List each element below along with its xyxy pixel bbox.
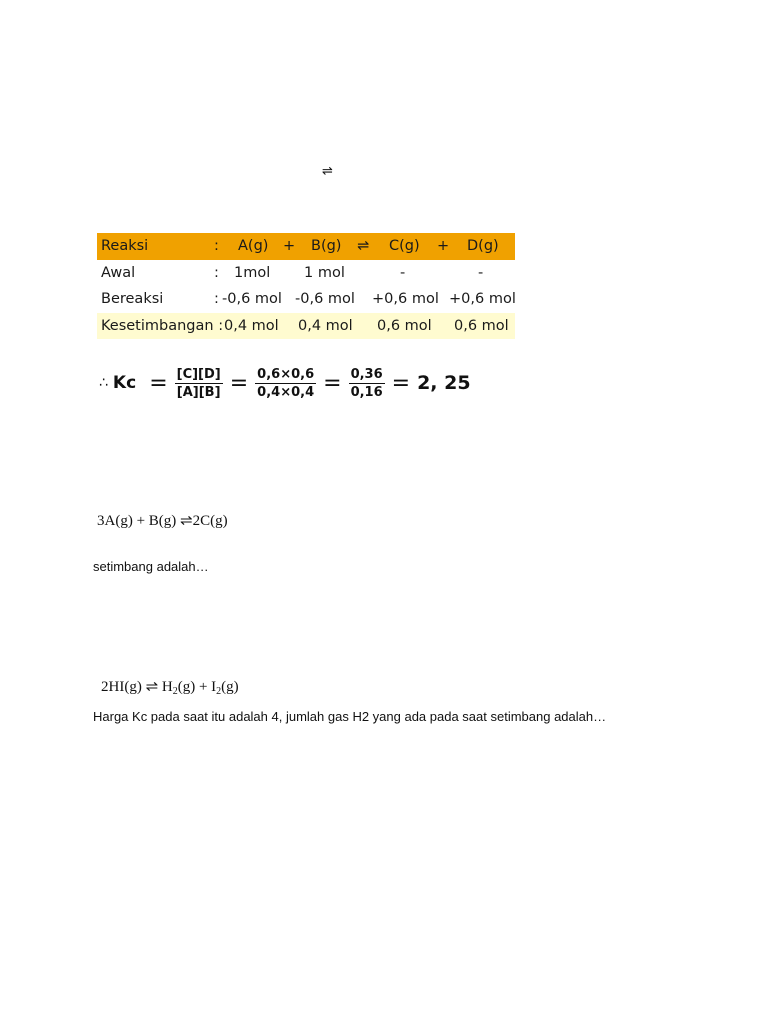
equation-part: (g) [221,679,239,695]
cell-c: +0,6 mol [372,291,439,307]
concentration-fraction [175,367,223,400]
plus-sign: + [437,238,450,254]
stoichiometry-table [97,233,515,339]
equilibrium-arrow: ⇌ [357,238,370,254]
equals-sign: = [149,370,168,396]
cell-a: 1mol [234,264,271,281]
equation-part: (g) + I [177,679,217,695]
species-a: A(g) [238,238,269,254]
cell-a: -0,6 mol [222,291,282,307]
fraction-numerator: 0,36 [350,366,383,382]
question-text-1: setimbang adalah… [93,559,209,574]
equilibrium-arrow-symbol: ⇌ [322,164,333,179]
cell-d: +0,6 mol [449,291,516,307]
cell-b: 1 mol [304,264,345,281]
cell-b: 0,4 mol [298,317,353,334]
fraction-numerator: [C][D] [176,366,221,382]
subscript: 2 [172,686,178,697]
equals-sign: = [229,370,249,396]
table-row-bereaksi [97,286,515,313]
table-row-kesetimbangan [97,313,515,340]
species-c: C(g) [389,238,420,254]
fraction-denominator: 0,16 [350,384,383,400]
row-label: Awal [101,264,136,281]
species-b: B(g) [311,238,342,254]
fraction-denominator: 0,4×0,4 [257,384,315,400]
table-row-awal [97,260,515,287]
table-row-reaksi [97,233,515,260]
row-colon: : [214,264,219,281]
species-d: D(g) [467,238,499,254]
row-colon: : [214,238,219,254]
reaction-equation-1: 3A(g) + B(g) ⇌2C(g) [97,513,228,529]
row-label: Bereaksi [101,291,164,307]
therefore-symbol: ∴ [99,375,108,391]
equals-sign: = [391,370,411,396]
cell-c: - [400,264,406,281]
cell-a: 0,4 mol [224,317,279,334]
reaction-equation-2 [101,677,239,696]
row-label: Kesetimbangan : [101,317,224,334]
cell-c: 0,6 mol [377,317,432,334]
subscript: 2 [216,686,222,697]
equation-part: 2HI(g) ⇌ H [101,679,173,695]
cell-d: - [478,264,484,281]
kc-label: Kc [112,373,137,393]
question-text-2: Harga Kc pada saat itu adalah 4, jumlah gas H2 yang ada pada saat setimbang adalah… [93,709,607,724]
cell-b: -0,6 mol [295,291,355,307]
fraction-denominator: [A][B] [176,384,221,400]
equals-sign: = [323,370,342,396]
kc-formula [99,362,471,404]
product-fraction [349,367,385,400]
row-label: Reaksi [101,238,149,254]
cell-d: 0,6 mol [454,317,509,334]
fraction-numerator: 0,6×0,6 [257,366,315,382]
row-colon: : [214,291,219,307]
plus-sign: + [283,238,296,254]
substitution-fraction [255,367,316,400]
kc-result: 2, 25 [417,372,471,394]
